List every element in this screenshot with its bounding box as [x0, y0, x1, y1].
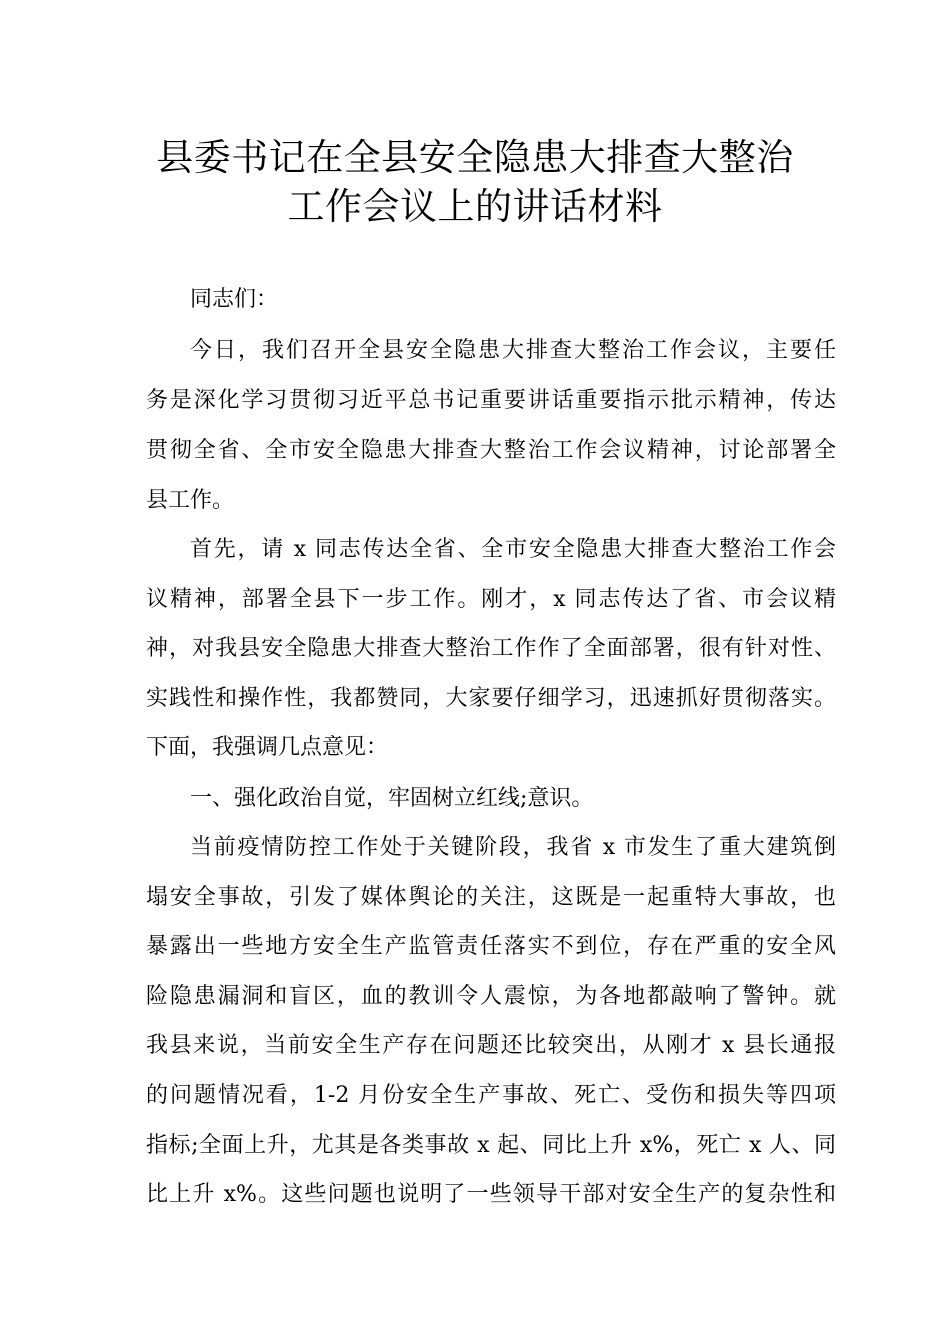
paragraph-line: 下面，我强调几点意见：: [146, 735, 389, 760]
paragraph-line: 务是深化学习贯彻习近平总书记重要讲话重要指示批示精神，传达: [146, 388, 836, 413]
paragraph-line: 当前疫情防控工作处于关键阶段，我省 x 市发生了重大建筑倒: [190, 835, 836, 860]
paragraph-line: 比上升 x%。这些问题也说明了一些领导干部对安全生产的复杂性和: [146, 1182, 836, 1207]
paragraph-line: 神，对我县安全隐患大排查大整治工作作了全面部署，很有针对性、: [146, 636, 836, 661]
paragraph-line: 实践性和操作性，我都赞同，大家要仔细学习，迅速抓好贯彻落实。: [146, 686, 836, 711]
paragraph-line: 我县来说，当前安全生产存在问题还比较突出，从刚才 x 县长通报: [146, 1033, 836, 1058]
salutation: 同志们：: [190, 287, 279, 312]
document-title-line-2: 工作会议上的讲话材料: [287, 185, 663, 228]
section-heading: 一、强化政治自觉，牢固树立红线;意识。: [190, 786, 594, 811]
paragraph-line: 今日，我们召开全县安全隐患大排查大整治工作会议，主要任: [190, 338, 836, 363]
paragraph-line: 暴露出一些地方安全生产监管责任落实不到位，存在严重的安全风: [146, 934, 836, 959]
paragraph-line: 议精神，部署全县下一步工作。刚才，x 同志传达了省、市会议精: [146, 587, 836, 612]
paragraph-line: 指标;全面上升，尤其是各类事故 x 起、同比上升 x%，死亡 x 人、同: [146, 1133, 836, 1158]
paragraph-line: 险隐患漏洞和盲区，血的教训令人震惊，为各地都敲响了警钟。就: [146, 984, 836, 1009]
paragraph-line: 塌安全事故，引发了媒体舆论的关注，这既是一起重特大事故，也: [146, 885, 836, 910]
paragraph-line: 首先，请 x 同志传达全省、全市安全隐患大排查大整治工作会: [190, 537, 836, 562]
paragraph-line: 的问题情况看，1-2 月份安全生产事故、死亡、受伤和损失等四项: [146, 1083, 836, 1108]
paragraph-line: 贯彻全省、全市安全隐患大排查大整治工作会议精神，讨论部署全: [146, 438, 836, 463]
paragraph-line: 县工作。: [146, 488, 235, 513]
document-title-line-1: 县委书记在全县安全隐患大排查大整治: [156, 136, 794, 179]
